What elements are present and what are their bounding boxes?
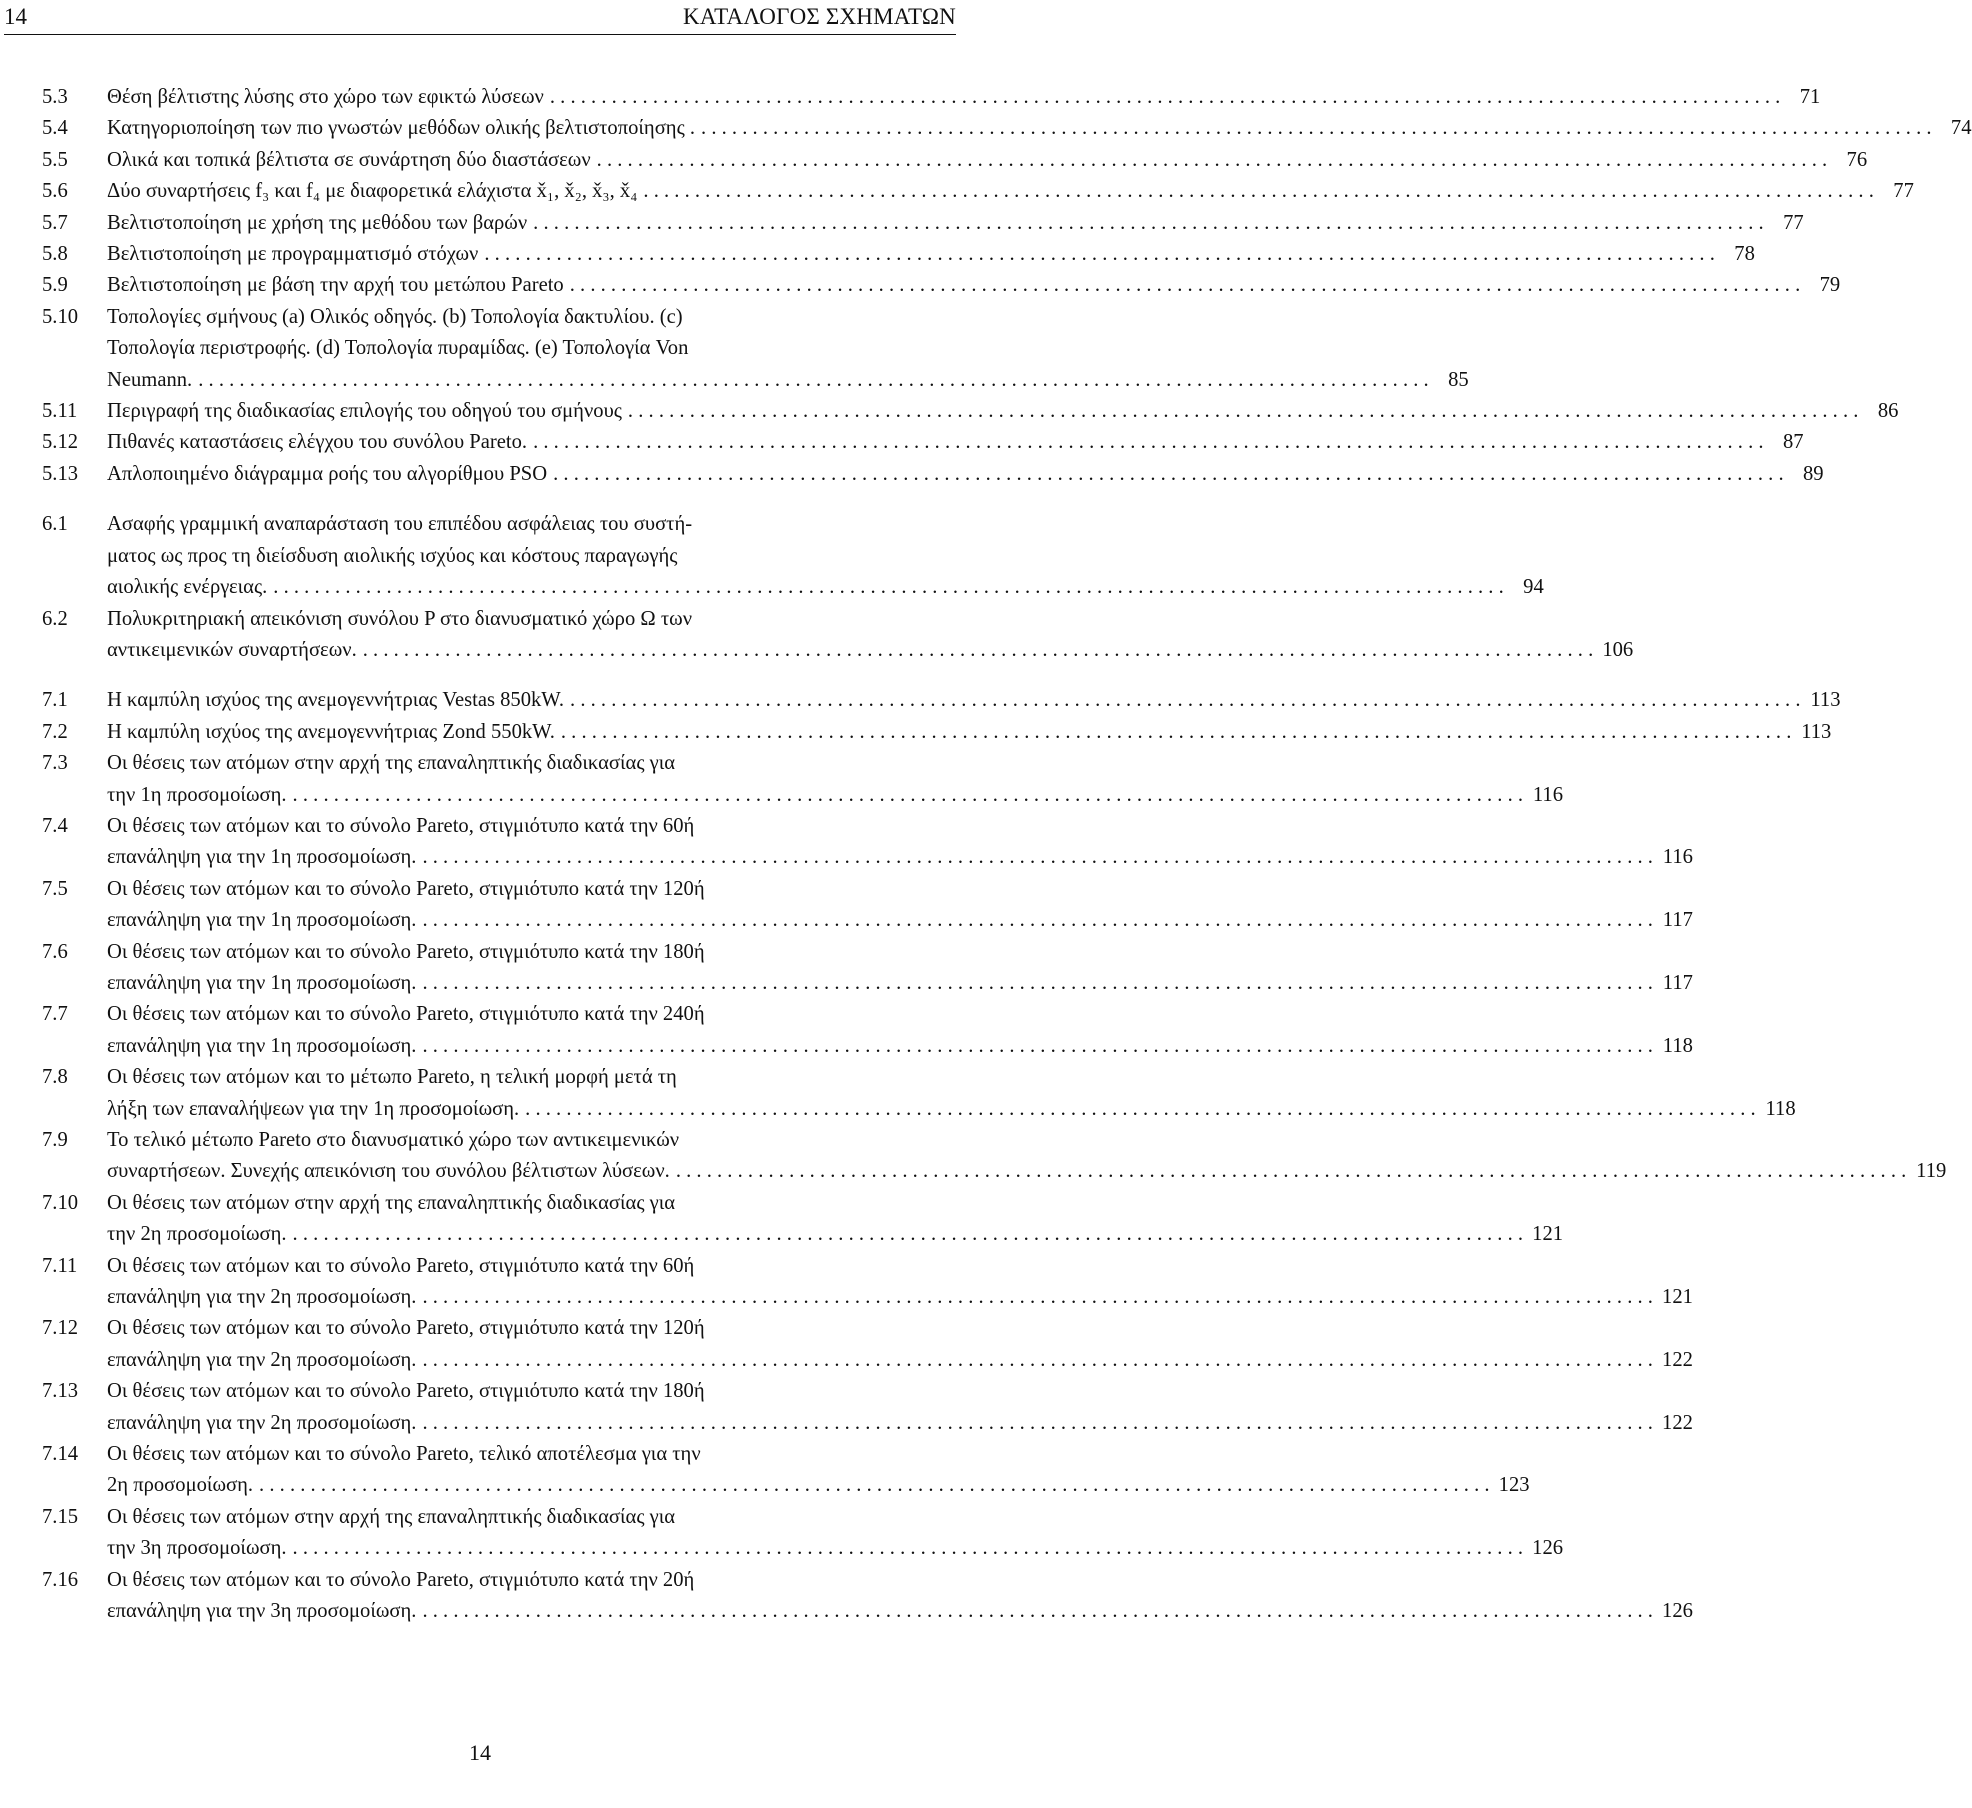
page-reference[interactable]: 113 (1801, 720, 1832, 743)
figure-number: 7.15 (42, 1505, 79, 1528)
figure-number: 5.3 (42, 86, 68, 108)
dot-leader: . . . . . . . . . . . . . . . . . . . . . . . . . . . . . . . . . . . . . . . . . . . . . . . . . . . . . . . . . . . . . . . . . . . . . . . . . . . . . . . . . . . . . . . . . . . . . . . . . . . . . . . . . . . . . . . . . . . . . . . . (273, 576, 1504, 599)
toc-group (42, 82, 1972, 490)
caption-line: Οι θέσεις των ατόμων και το σύνολο Pareto, στιγμιότυπο κατά την 180ή (107, 1380, 705, 1403)
figure-caption (107, 1502, 1563, 1565)
figure-caption (107, 604, 1633, 667)
page-reference[interactable]: 116 (1532, 783, 1564, 806)
dot-leader: . . . . . . . . . . . . . . . . . . . . . . . . . . . . . . . . . . . . . . . . . . . . . . . . . . . . . . . . . . . . . . . . . . . . . . . . . . . . . . . . . . . . . . . . . . . . . . . . . . . . . . . . . . . . . . . . . . . . . . . . (701, 117, 1932, 140)
figure-caption (107, 1565, 1693, 1628)
dot-leader: . . . . . . . . . . . . . . . . . . . . . . . . . . . . . . . . . . . . . . . . . . . . . . . . . . . . . . . . . . . . . . . . . . . . . . . . . . . . . . . . . . . . . . . . . . . . . . . . . . . . . . . . . . . . . . . . . . . . . . . . (569, 274, 1801, 297)
page-reference[interactable]: 85 (1448, 368, 1469, 391)
dot-leader: . . . . . . . . . . . . . . . . . . . . . . . . . . . . . . . . . . . . . . . . . . . . . . . . . . . . . . . . . . . . . . . . . . . . . . . . . . . . . . . . . . . . . . . . . . . . . . . . . . . . . . . . . . . . . . . . . . . . . . . . (422, 1411, 1653, 1434)
caption-line: 2η προσομοίωση. (107, 1474, 254, 1497)
caption-line: επανάληψη για την 1η προσομοίωση. (107, 909, 417, 932)
page-reference[interactable]: 121 (1532, 1223, 1564, 1246)
figure-caption (107, 999, 1693, 1062)
dot-leader: . . . . . . . . . . . . . . . . . . . . . . . . . . . . . . . . . . . . . . . . . . . . . . . . . . . . . . . . . . . . . . . . . . . . . . . . . . . . . . . . . . . . . . . . . . . . . . . . . . . . . . . . . . . . . . . . . . . . . . . . (422, 1348, 1653, 1371)
caption-line: Το τελικό μέτωπο Pareto στο διανυσματικό χώρο των αντικειμενικών (107, 1129, 680, 1151)
figure-caption (107, 1062, 1796, 1125)
toc-entry[interactable] (42, 1125, 1947, 1188)
figure-caption (107, 1376, 1693, 1439)
figure-number: 7.11 (42, 1254, 78, 1277)
toc-entry[interactable] (42, 1062, 1796, 1125)
toc-entry[interactable] (42, 396, 1899, 427)
figure-number: 7.6 (42, 940, 68, 963)
caption-line: Πολυκριτηριακή απεικόνιση συνόλου P στο διανυσματικό χώρο Ω των (107, 607, 693, 630)
figure-number: 6.1 (42, 513, 68, 536)
dot-leader: . . . . . . . . . . . . . . . . . . . . . . . . . . . . . . . . . . . . . . . . . . . . . . . . . . . . . . . . . . . . . . . . . . . . . . . . . . . . . . . . . . . . . . . . . . . . . . . . . . . . . . . . . . . . . . . . . . . . . . . . (533, 431, 1764, 454)
figure-caption (107, 1251, 1693, 1314)
toc-entry[interactable] (42, 459, 1824, 490)
dot-leader: . . . . . . . . . . . . . . . . . . . . . . . . . . . . . . . . . . . . . . . . . . . . . . . . . . . . . . . . . . . . . . . . . . . . . . . . . . . . . . . . . . . . . . . . . . . . . . . . . . . . . . . . . . . . . . . . . . . . . . . . (549, 86, 1781, 108)
figure-number: 7.13 (42, 1380, 79, 1403)
caption-line: συναρτήσεων. Συνεχής απεικόνιση του συνόλου βέλτιστων λύσεων. (107, 1160, 670, 1183)
footer-page-number: 14 (469, 1740, 491, 1765)
dot-leader: . . . . . . . . . . . . . . . . . . . . . . . . . . . . . . . . . . . . . . . . . . . . . . . . . . . . . . . . . . . . . . . . . . . . . . . . . . . . . . . . . . . . . . . . . . . . . . . . . . . . . . . . . . . . . . . . . . . . . . . . (643, 180, 1874, 203)
toc-entry[interactable] (42, 427, 1804, 458)
caption-line: Οι θέσεις των ατόμων και το μέτωπο Pareto, η τελική μορφή μετά τη (107, 1066, 677, 1089)
figure-caption (107, 82, 1820, 113)
dot-leader: . . . . . . . . . . . . . . . . . . . . . . . . . . . . . . . . . . . . . . . . . . . . . . . . . . . . . . . . . . . . . . . . . . . . . . . . . . . . . . . . . . . . . . . . . . . . . . . . . . . . . . . . . . . . . . . . . . . . . . . . (259, 1474, 1490, 1497)
caption-line: Ασαφής γραμμική αναπαράσταση του επιπέδου ασφάλειας του συστή- (107, 513, 693, 536)
figure-caption (107, 208, 1804, 239)
page-reference[interactable]: 94 (1523, 576, 1544, 599)
toc-entry[interactable] (42, 208, 1804, 239)
caption-line: λήξη των επαναλήψεων για την 1η προσομοίωση. (107, 1097, 520, 1120)
dot-leader: . . . . . . . . . . . . . . . . . . . . . . . . . . . . . . . . . . . . . . . . . . . . . . . . . . . . . . . . . . . . . . . . . . . . . . . . . . . . . . . . . . . . . . . . . . . . . . . . . . . . . . . . . . . . . . . . . . . . . . . . (553, 462, 1784, 485)
caption-line: Οι θέσεις των ατόμων και το σύνολο Pareto, τελικό αποτέλεσμα για την (107, 1443, 701, 1466)
figure-number: 5.8 (42, 243, 68, 266)
toc-group (42, 685, 1947, 1627)
caption-line: Η καμπύλη ισχύος της ανεμογεννήτριας Vestas 850kW. (107, 689, 565, 712)
caption-line: την 1η προσομοίωση. (107, 783, 287, 806)
caption-line: Οι θέσεις των ατόμων και το σύνολο Pareto, στιγμιότυπο κατά την 60ή (107, 814, 695, 837)
header-page-number: 14 (4, 4, 27, 29)
caption-line: Οι θέσεις των ατόμων και το σύνολο Pareto, στιγμιότυπο κατά την 240ή (107, 1003, 705, 1026)
caption-line: την 3η προσομοίωση. (107, 1537, 287, 1560)
caption-line: Τοπολογία περιστροφής. (d) Τοπολογία πυραμίδας. (e) Τοπολογία Von (107, 337, 689, 360)
page-reference[interactable]: 126 (1662, 1600, 1693, 1623)
caption-line: Η καμπύλη ισχύος της ανεμογεννήτριας Zond 550kW. (107, 720, 555, 743)
caption-line: την 2η προσομοίωση. (107, 1223, 287, 1246)
caption-line: Οι θέσεις των ατόμων και το σύνολο Pareto, στιγμιότυπο κατά την 20ή (107, 1568, 695, 1591)
toc-entry[interactable] (42, 685, 1841, 716)
caption-line: Ολικά και τοπικά βέλτιστα σε συνάρτηση δύο διαστάσεων (107, 148, 591, 171)
page-reference[interactable]: 117 (1662, 909, 1693, 932)
figure-number: 7.10 (42, 1191, 79, 1214)
caption-line: Οι θέσεις των ατόμων και το σύνολο Pareto, στιγμιότυπο κατά την 180ή (107, 940, 705, 963)
dot-leader: . . . . . . . . . . . . . . . . . . . . . . . . . . . . . . . . . . . . . . . . . . . . . . . . . . . . . . . . . . . . . . . . . . . . . . . . . . . . . . . . . . . . . . . . . . . . . . . . . . . . . . . . . . . . . . . . . . . . . . . . (422, 971, 1653, 994)
figure-caption (107, 113, 1972, 144)
caption-line: επανάληψη για την 2η προσομοίωση. (107, 1286, 417, 1309)
page-reference[interactable]: 87 (1782, 431, 1804, 454)
caption-line: επανάληψη για την 1η προσομοίωση. (107, 971, 417, 994)
page-reference[interactable]: 123 (1498, 1474, 1530, 1497)
toc-entry[interactable] (42, 811, 1693, 874)
toc-entry[interactable] (42, 717, 1832, 748)
page-reference[interactable]: 77 (1893, 180, 1914, 203)
toc-entry[interactable] (42, 937, 1693, 1000)
figure-caption (107, 748, 1563, 811)
caption-line: Κατηγοριοποίηση των πιο γνωστών μεθόδων ολικής βελτιστοποίησης . (107, 117, 696, 140)
dot-leader: . . . . . . . . . . . . . . . . . . . . . . . . . . . . . . . . . . . . . . . . . . . . . . . . . . . . . . . . . . . . . . . . . . . . . . . . . . . . . . . . . . . . . . . . . . . . . . . . . . . . . . . . . . . . . . . . . . . . . . . . (422, 846, 1653, 869)
dot-leader: . . . . . . . . . . . . . . . . . . . . . . . . . . . . . . . . . . . . . . . . . . . . . . . . . . . . . . . . . . . . . . . . . . . . . . . . . . . . . . . . . . . . . . . . . . . . . . . . . . . . . . . . . . . . . . . . . . . . . . . . (422, 909, 1653, 932)
figure-number: 7.8 (42, 1066, 68, 1089)
figure-caption (107, 509, 1544, 603)
toc-entry[interactable] (42, 1565, 1693, 1628)
dot-leader: . . . . . . . . . . . . . . . . . . . . . . . . . . . . . . . . . . . . . . . . . . . . . . . . . . . . . . . . . . . . . . . . . . . . . . . . . . . . . . . . . . . . . . . . . . . . . . . . . . . . . . . . . . . . . . . . . . . . . . . . (533, 211, 1764, 234)
dot-leader: . . . . . . . . . . . . . . . . . . . . . . . . . . . . . . . . . . . . . . . . . . . . . . . . . . . . . . . . . . . . . . . . . . . . . . . . . . . . . . . . . . . . . . . . . . . . . . . . . . . . . . . . . . . . . . . . . . . . . . . . (627, 400, 1859, 423)
toc-entry[interactable] (42, 145, 1868, 176)
page-reference[interactable]: 89 (1803, 462, 1824, 485)
toc-entry[interactable] (42, 999, 1693, 1062)
figure-caption (107, 811, 1693, 874)
dot-leader: . . . . . . . . . . . . . . . . . . . . . . . . . . . . . . . . . . . . . . . . . . . . . . . . . . . . . . . . . . . . . . . . . . . . . . . . . . . . . . . . . . . . . . . . . . . . . . . . . . . . . . . . . . . . . . . . . . . . . . . . (675, 1160, 1907, 1183)
toc-entry[interactable] (42, 239, 1755, 270)
caption-line: Οι θέσεις των ατόμων στην αρχή της επαναληπτικής διαδικασίας για (107, 1505, 676, 1528)
toc-group (42, 509, 1634, 666)
caption-line: ματος ως προς τη διείσδυση αιολικής ισχύος και κόστους παραγωγής (107, 544, 678, 567)
figure-number: 5.13 (42, 462, 79, 485)
figure-number: 5.5 (42, 148, 68, 171)
caption-line: Απλοποιημένο διάγραμμα ροής του αλγορίθμου PSO (107, 462, 548, 485)
dot-leader: . . . . . . . . . . . . . . . . . . . . . . . . . . . . . . . . . . . . . . . . . . . . . . . . . . . . . . . . . . . . . . . . . . . . . . . . . . . . . . . . . . . . . . . . . . . . . . . . . . . . . . . . . . . . . . . . . . . . . . . . (198, 368, 1429, 391)
caption-line: Οι θέσεις των ατόμων και το σύνολο Pareto, στιγμιότυπο κατά την 120ή (107, 1317, 705, 1340)
page-reference[interactable]: 86 (1877, 400, 1899, 423)
toc-entry[interactable] (42, 1313, 1693, 1376)
figure-caption (107, 1188, 1563, 1251)
page-reference[interactable]: 126 (1532, 1537, 1564, 1560)
page-reference[interactable]: 71 (1799, 86, 1821, 108)
figure-number: 5.12 (42, 431, 79, 454)
figure-caption (107, 1439, 1530, 1502)
figure-number: 5.6 (42, 180, 68, 203)
toc-entry[interactable] (42, 1376, 1693, 1439)
figure-caption (107, 176, 1914, 207)
page-reference[interactable]: 116 (1662, 846, 1693, 869)
dot-leader: . . . . . . . . . . . . . . . . . . . . . . . . . . . . . . . . . . . . . . . . . . . . . . . . . . . . . . . . . . . . . . . . . . . . . . . . . . . . . . . . . . . . . . . . . . . . . . . . . . . . . . . . . . . . . . . . . . . . . . . . (570, 689, 1801, 712)
figure-caption (107, 145, 1867, 176)
dot-leader: . . . . . . . . . . . . . . . . . . . . . . . . . . . . . . . . . . . . . . . . . . . . . . . . . . . . . . . . . . . . . . . . . . . . . . . . . . . . . . . . . . . . . . . . . . . . . . . . . . . . . . . . . . . . . . . . . . . . . . . . (484, 243, 1715, 266)
figure-number: 7.3 (42, 752, 68, 775)
toc-entry[interactable] (42, 874, 1693, 937)
page-reference[interactable]: 79 (1819, 274, 1841, 297)
figure-caption (107, 717, 1831, 748)
caption-line: αντικειμενικών συναρτήσεων. (107, 638, 357, 661)
toc-entry[interactable] (42, 176, 1914, 207)
caption-line: επανάληψη για την 2η προσομοίωση. (107, 1411, 417, 1434)
caption-line: επανάληψη για την 1η προσομοίωση. (107, 846, 417, 869)
running-header (4, 2, 956, 32)
dot-leader: . . . . . . . . . . . . . . . . . . . . . . . . . . . . . . . . . . . . . . . . . . . . . . . . . . . . . . . . . . . . . . . . . . . . . . . . . . . . . . . . . . . . . . . . . . . . . . . . . . . . . . . . . . . . . . . . . . . . . . . . (422, 1034, 1653, 1057)
page-reference[interactable]: 113 (1810, 689, 1841, 712)
caption-line: Περιγραφή της διαδικασίας επιλογής του οδηγού του σμήνους (107, 400, 622, 423)
caption-line: Οι θέσεις των ατόμων στην αρχή της επαναληπτικής διαδικασίας για (107, 752, 676, 775)
dot-leader: . . . . . . . . . . . . . . . . . . . . . . . . . . . . . . . . . . . . . . . . . . . . . . . . . . . . . . . . . . . . . . . . . . . . . . . . . . . . . . . . . . . . . . . . . . . . . . . . . . . . . . . . . . . . . . . . . . . . . . . . (596, 148, 1828, 171)
caption-line: Τοπολογίες σμήνους (a) Ολικός οδηγός. (b) Τοπολογία δακτυλίου. (c) (107, 305, 683, 328)
page-reference[interactable]: 117 (1662, 971, 1693, 994)
toc-entry[interactable] (42, 270, 1841, 301)
header-title: ΚΑΤΑΛΟΓΟΣ ΣΧΗΜΑΤΩΝ (683, 4, 956, 29)
page-reference[interactable]: 106 (1602, 638, 1634, 661)
figure-caption (107, 239, 1755, 270)
caption-line: Οι θέσεις των ατόμων και το σύνολο Pareto, στιγμιότυπο κατά την 120ή (107, 877, 705, 900)
figure-number: 7.7 (42, 1003, 68, 1026)
figure-number: 7.12 (42, 1317, 79, 1340)
figure-caption (107, 270, 1840, 301)
toc-entry[interactable] (42, 82, 1821, 113)
caption-line: Οι θέσεις των ατόμων στην αρχή της επαναληπτικής διαδικασίας για (107, 1191, 676, 1214)
toc-entry[interactable] (42, 1502, 1564, 1565)
page-reference[interactable]: 77 (1783, 211, 1804, 234)
page-reference[interactable]: 121 (1662, 1286, 1693, 1309)
caption-line: επανάληψη για την 3η προσομοίωση. (107, 1600, 417, 1623)
dot-leader: . . . . . . . . . . . . . . . . . . . . . . . . . . . . . . . . . . . . . . . . . . . . . . . . . . . . . . . . . . . . . . . . . . . . . . . . . . . . . . . . . . . . . . . . . . . . . . . . . . . . . . . . . . . . . . . . . . . . . . . . (292, 1537, 1524, 1560)
toc-entry[interactable] (42, 1251, 1693, 1314)
page-reference[interactable]: 78 (1734, 243, 1755, 266)
figure-caption (107, 459, 1824, 490)
caption-line: Οι θέσεις των ατόμων και το σύνολο Pareto, στιγμιότυπο κατά την 60ή (107, 1254, 695, 1277)
figure-number: 5.4 (42, 117, 68, 140)
dot-leader: . . . . . . . . . . . . . . . . . . . . . . . . . . . . . . . . . . . . . . . . . . . . . . . . . . . . . . . . . . . . . . . . . . . . . . . . . . . . . . . . . . . . . . . . . . . . . . . . . . . . . . . . . . . . . . . . . . . . . . . . (525, 1097, 1756, 1120)
figure-number: 7.9 (42, 1129, 68, 1151)
figure-number: 7.2 (42, 720, 68, 743)
figure-caption (107, 937, 1693, 1000)
figure-number: 5.11 (42, 400, 78, 423)
figure-caption (107, 427, 1804, 458)
figure-caption (107, 1313, 1693, 1376)
figure-number: 7.1 (42, 689, 68, 712)
figure-number: 7.4 (42, 814, 68, 837)
page-reference[interactable]: 122 (1662, 1411, 1693, 1434)
page-reference[interactable]: 122 (1662, 1348, 1693, 1371)
caption-line: αιολικής ενέργειας. (107, 576, 268, 599)
figure-number: 5.9 (42, 274, 68, 297)
figure-number: 7.16 (42, 1568, 79, 1591)
dot-leader: . . . . . . . . . . . . . . . . . . . . . . . . . . . . . . . . . . . . . . . . . . . . . . . . . . . . . . . . . . . . . . . . . . . . . . . . . . . . . . . . . . . . . . . . . . . . . . . . . . . . . . . . . . . . . . . . . . . . . . . . (292, 783, 1524, 806)
figure-number: 7.5 (42, 877, 68, 900)
page-reference[interactable]: 74 (1950, 117, 1972, 140)
figure-caption (107, 1125, 1946, 1188)
caption-line: Δύο συναρτήσεις f₃ και f₄ με διαφορετικά ελάχιστα x̌₁, x̌₂, x̌₃, x̌₄ (107, 180, 638, 203)
figure-number: 7.14 (42, 1443, 79, 1466)
figure-number: 5.7 (42, 211, 68, 234)
caption-line: Βελτιστοποίηση με βάση την αρχή του μετώπου Pareto (107, 274, 564, 297)
figure-number: 6.2 (42, 607, 68, 630)
caption-line: Θέση βέλτιστης λύσης στο χώρο των εφικτώ λύσεων (107, 86, 544, 108)
page-reference[interactable]: 76 (1846, 148, 1868, 171)
figure-caption (107, 302, 1469, 396)
dot-leader: . . . . . . . . . . . . . . . . . . . . . . . . . . . . . . . . . . . . . . . . . . . . . . . . . . . . . . . . . . . . . . . . . . . . . . . . . . . . . . . . . . . . . . . . . . . . . . . . . . . . . . . . . . . . . . . . . . . . . . . . (560, 720, 1792, 743)
caption-line: επανάληψη για την 2η προσομοίωση. (107, 1348, 417, 1371)
list-of-figures (42, 82, 1972, 1628)
caption-line: επανάληψη για την 1η προσομοίωση. (107, 1034, 417, 1057)
caption-line: Πιθανές καταστάσεις ελέγχου του συνόλου Pareto. (107, 431, 528, 454)
caption-line: Neumann. (107, 368, 193, 391)
toc-entry[interactable] (42, 748, 1564, 811)
dot-leader: . . . . . . . . . . . . . . . . . . . . . . . . . . . . . . . . . . . . . . . . . . . . . . . . . . . . . . . . . . . . . . . . . . . . . . . . . . . . . . . . . . . . . . . . . . . . . . . . . . . . . . . . . . . . . . . . . . . . . . . . (362, 638, 1594, 661)
page-reference[interactable]: 118 (1662, 1034, 1693, 1057)
toc-entry[interactable] (42, 1188, 1564, 1251)
figure-caption (107, 874, 1693, 937)
toc-entry[interactable] (42, 509, 1544, 603)
dot-leader: . . . . . . . . . . . . . . . . . . . . . . . . . . . . . . . . . . . . . . . . . . . . . . . . . . . . . . . . . . . . . . . . . . . . . . . . . . . . . . . . . . . . . . . . . . . . . . . . . . . . . . . . . . . . . . . . . . . . . . . . (422, 1600, 1653, 1623)
caption-line: Βελτιστοποίηση με προγραμματισμό στόχων (107, 243, 479, 266)
toc-entry[interactable] (42, 1439, 1530, 1502)
header-rule (4, 34, 956, 35)
toc-entry[interactable] (42, 604, 1634, 667)
toc-entry[interactable] (42, 302, 1469, 396)
toc-entry[interactable] (42, 113, 1972, 144)
figure-caption (107, 685, 1841, 716)
caption-line: Βελτιστοποίηση με χρήση της μεθόδου των βαρών (107, 211, 528, 234)
page-reference[interactable]: 119 (1916, 1160, 1947, 1183)
dot-leader: . . . . . . . . . . . . . . . . . . . . . . . . . . . . . . . . . . . . . . . . . . . . . . . . . . . . . . . . . . . . . . . . . . . . . . . . . . . . . . . . . . . . . . . . . . . . . . . . . . . . . . . . . . . . . . . . . . . . . . . . (422, 1286, 1653, 1309)
dot-leader: . . . . . . . . . . . . . . . . . . . . . . . . . . . . . . . . . . . . . . . . . . . . . . . . . . . . . . . . . . . . . . . . . . . . . . . . . . . . . . . . . . . . . . . . . . . . . . . . . . . . . . . . . . . . . . . . . . . . . . . . (292, 1223, 1524, 1246)
figure-number: 5.10 (42, 305, 79, 328)
page-reference[interactable]: 118 (1765, 1097, 1796, 1120)
figure-caption (107, 396, 1898, 427)
